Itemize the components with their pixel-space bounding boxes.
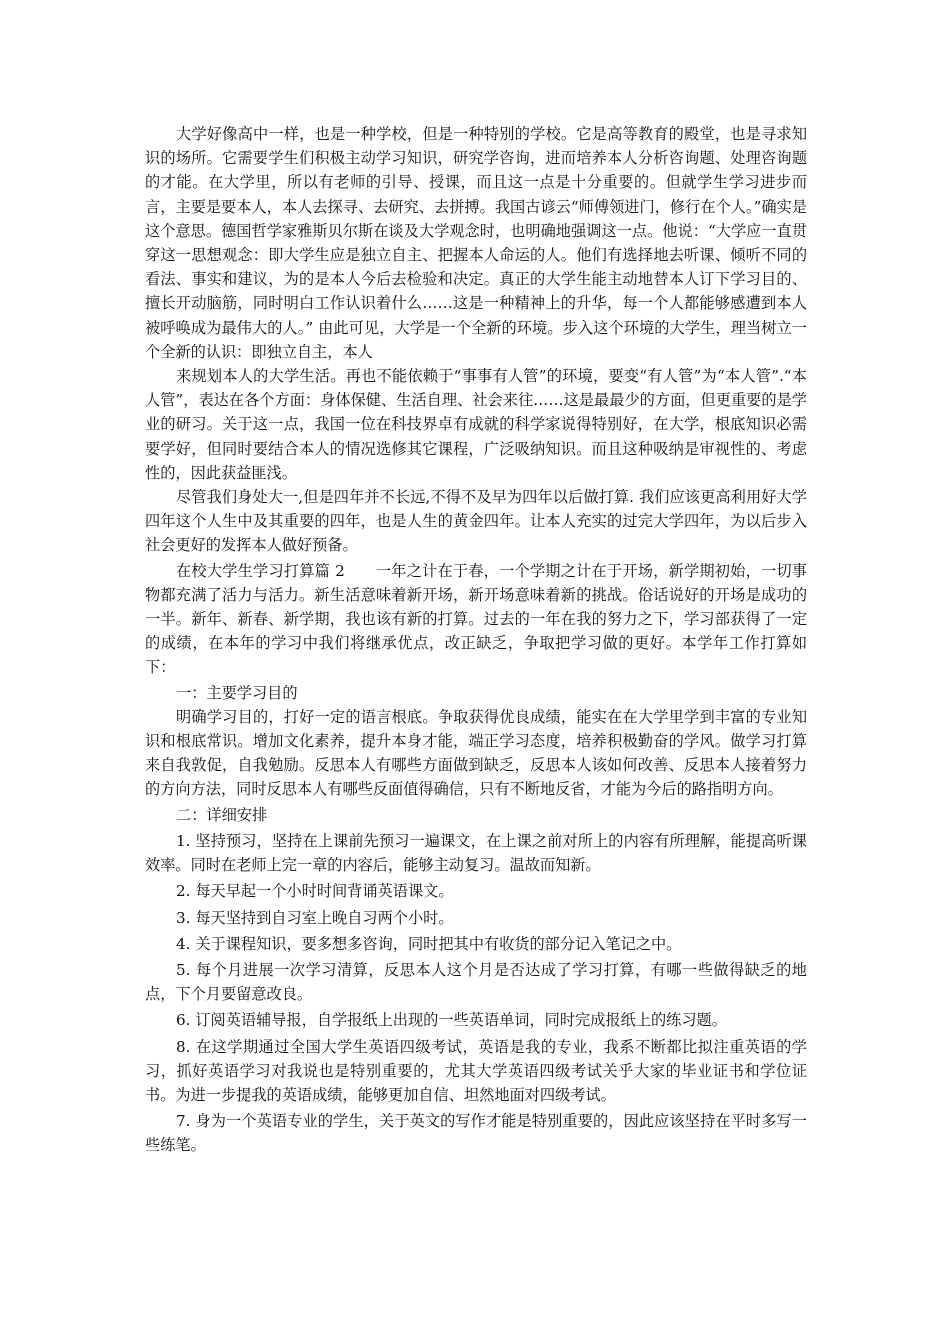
paragraph-four-years: 尽管我们身处大一,但是四年并不长远,不得不及早为四年以后做打算. 我们应该更高利用好大学四年这个人生中及其重要的四年，也是人生的黄金四年。让本人充实的过完大学四年，为以后步入社会更好的发挥本人做好预备。 <box>145 488 807 555</box>
list-item-8: 8. 在这学期通过全国大学生英语四级考试，英语是我的专业，我系不断都比拟注重英语的学习，抓好英语学习对我说也是特别重要的，尤其大学英语四级考试关乎大家的毕业证书和学位证书。为进一步提我的英语成绩，能够更加自信、坦然地面对四级考试。 <box>145 1037 807 1104</box>
list-item-3: 3. 每天坚持到自习室上晚自习两个小时。 <box>176 908 454 927</box>
paragraph-plan-intro: 在校大学生学习打算篇 2 一年之计在于春，一个学期之计在于开场，新学期初始，一切事物都充满了活力与活力。新生活意味着新开场，新开场意味着新的挑战。俗话说好的开场是成功的一半。新年、新春、新学期，我也该有新的打算。过去的一年在我的努力之下，学习部获得了一定的成绩，在本年的学习中我们将继承优点，改正缺乏，争取把学习做的更好。本学年工作打算如下： <box>145 561 807 677</box>
section-heading-arrangement: 二：详细安排 <box>176 805 268 824</box>
paragraph-self-management: 来规划本人的大学生活。再也不能依赖于“事事有人管”的环境，要变“有人管”为“本人管”.“本人管”，表达在各个方面：身体保健、生活自理、社会来往……这是最最少的方面，但更重要的是学业的研习。关于这一点，我国一位在科技界卓有成就的科学家说得特别好，在大学，根底知识必需要学好，但同时要结合本人的情况选修其它课程，广泛吸纳知识。而且这种吸纳是审视性的、考虑性的，因此获益匪浅。 <box>145 367 807 482</box>
list-item-7: 7. 身为一个英语专业的学生，关于英文的写作才能是特别重要的，因此应该坚持在平时多写一些练笔。 <box>145 1112 807 1155</box>
list-item-5: 5. 每个月进展一次学习清算，反思本人这个月是否达成了学习打算，有哪一些做得缺乏的地点，下个月要留意改良。 <box>145 960 807 1004</box>
list-item-1: 1. 坚持预习，坚持在上课前先预习一遍课文，在上课之前对所上的内容有所理解，能提高听课效率。同时在老师上完一章的内容后，能够主动复习。温故而知新。 <box>145 831 807 875</box>
list-item-6: 6. 订阅英语辅导报，自学报纸上出现的一些英语单词，同时完成报纸上的练习题。 <box>176 1011 727 1030</box>
list-item-4: 4. 关于课程知识，要多想多咨询，同时把其中有收货的部分记入笔记之中。 <box>176 934 682 953</box>
list-item-2: 2. 每天早起一个小时时间背诵英语课文。 <box>176 882 454 901</box>
paragraph-goals: 明确学习目的，打好一定的语言根底。争取获得优良成绩，能实在在大学里学到丰富的专业知识和根底常识。增加文化素养，提升本身才能，端正学习态度，培养积极勤奋的学风。做学习打算来自我敦促，自我勉励。反思本人有哪些方面做到缺乏，反思本人该如何改善、反思本人接着努力的方向方法，同时反思本人有哪些反面值得确信，只有不断地反省，才能为今后的路指明方向。 <box>145 707 807 799</box>
document-body <box>145 122 807 1158</box>
paragraph-intro: 大学好像高中一样，也是一种学校，但是一种特别的学校。它是高等教育的殿堂，也是寻求知识的场所。它需要学生们积极主动学习知识，研究学咨询，进而培养本人分析咨询题、处理咨询题的才能。在大学里，所以有老师的引导、授课，而且这一点是十分重要的。但就学生学习进步而言，主要是要本人，本人去探寻、去研究、去拼搏。我国古谚云“师傅领进门，修行在个人。”确实是这个意思。德国哲学家雅斯贝尔斯在谈及大学观念时，也明确地强调这一点。他说：“大学应一直贯穿这一思想观念：即大学生应是独立自主、把握本人命运的人。他们有选择地去听课、倾听不同的看法、事实和建议，为的是本人今后去检验和决定。真正的大学生能主动地替本人订下学习目的、擅长开动脑筋，同时明白工作认识着什么……这是一种精神上的升华，每一个人都能够感遭到本人被呼唤成为最伟大的人。” 由此可见，大学是一个全新的环境。步入这个环境的大学生，理当树立一个全新的认识：即独立自主，本人 <box>145 125 807 361</box>
section-heading-goals: 一：主要学习目的 <box>176 683 298 702</box>
